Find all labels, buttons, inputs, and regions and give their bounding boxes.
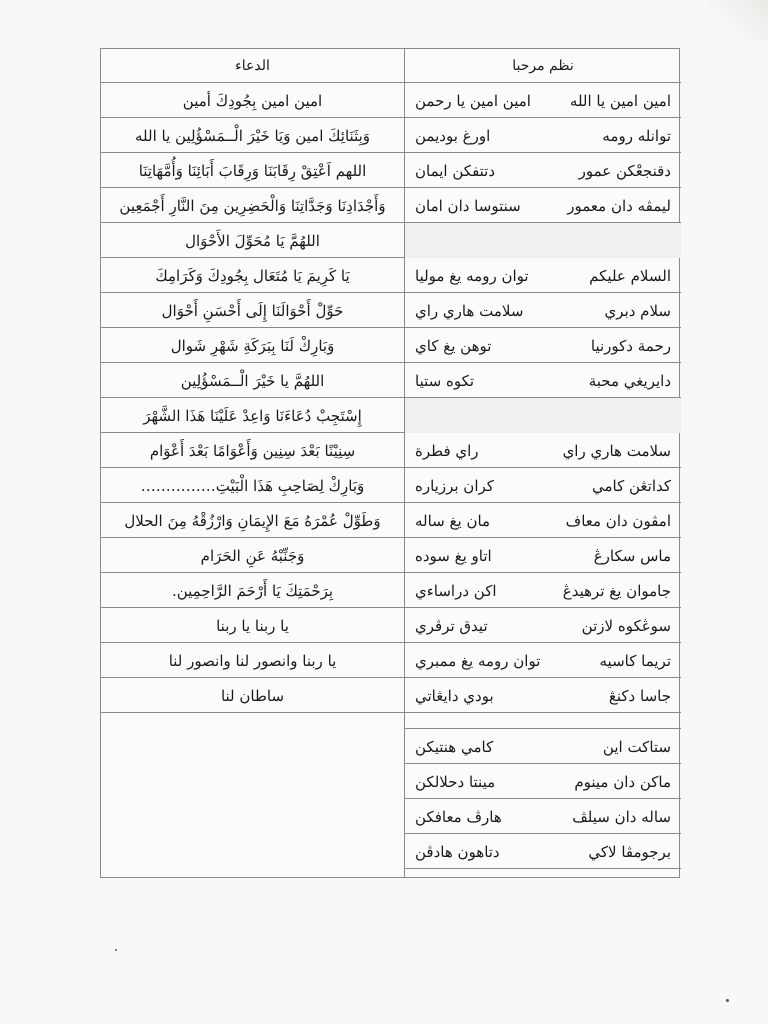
right-cell [405, 678, 681, 713]
doa-line: وَأَجْدَادِنَا وَجَدَّاتِنَا وَالْحَضِرِين مِنَ النَّارِ أَجْمَعِين [119, 196, 386, 215]
verse-part-b: اكن دراساءي [415, 581, 497, 600]
right-cell [405, 468, 681, 503]
left-cell [101, 223, 404, 258]
right-cell [405, 258, 681, 293]
verse-part-b: اتاو يغ سوده [415, 546, 492, 565]
right-cell [405, 503, 681, 538]
left-cell [101, 643, 404, 678]
verse-part-a: دقنجعْكن عمور [578, 161, 671, 180]
verse-part-b: هارڤ معافكن [415, 807, 502, 826]
left-cell [101, 468, 404, 503]
right-cell [405, 153, 681, 188]
verse-part-b: دتتفكن ايمان [415, 161, 496, 180]
doa-table [100, 48, 680, 878]
left-cell [101, 538, 404, 573]
left-cell [101, 188, 404, 223]
verse-part-b: توان رومه يغ ممبري [415, 651, 541, 670]
right-cell [405, 83, 681, 118]
header-left-label: الدعاء [235, 58, 270, 74]
doa-line: وَجَنِّبْهُ عَنِ الحَرَام [200, 546, 305, 565]
verse-part-b: كران برزياره [415, 476, 494, 495]
right-cell [405, 643, 681, 678]
doa-line: إِسْتَجِبْ دُعَاءَنَا وَاعِدْ عَلَيْنَا هَذَا الشَّهْرَ [143, 406, 362, 425]
verse-part-a: ليمڤه دان معمور [567, 196, 671, 215]
right-cell [405, 328, 681, 363]
verse-part-a: ساله دان سيلڤ [572, 807, 671, 826]
header-left-cell [101, 49, 404, 83]
left-cell [101, 363, 404, 398]
verse-part-a: جاموان يغ ترهيدڠ [562, 581, 671, 600]
doa-line: اللهم اَعْتِقْ رِقَابَنَا وَرِقَابَ أَبَائِنَا وَأُمَّهَاتِنَا [138, 161, 367, 180]
right-cell [405, 293, 681, 328]
doa-line: سِنِيْنًا بَعْدَ سِنِين وَأَعْوَامًا بَعْدَ أَعْوَام [149, 441, 356, 460]
verse-part-b: مان يغ ساله [415, 511, 491, 530]
header-right-label: نظم مرحبا [512, 58, 574, 74]
doa-line: يَا كَرِيمَ يَا مُتَعَال بِجُودِكَ وَكَرَامِكَ [155, 266, 350, 285]
left-cell [101, 153, 404, 188]
left-cell [101, 398, 404, 433]
doa-line: وَطَوِّلْ عُمْرَهُ مَعَ الإِيمَانِ وَارْزُقْهُ مِنَ الحلال [124, 511, 381, 530]
left-cell [101, 608, 404, 643]
verse-part-a: كداتڠن كامي [591, 476, 671, 495]
left-cell [101, 433, 404, 468]
verse-part-b: مينتا دحلالكن [415, 772, 496, 791]
left-cell [101, 83, 404, 118]
doa-line: اللهُمَّ يا خَيْرَ الْــمَسْؤُلِين [180, 371, 325, 390]
verse-part-a: برجومڤا لاكي [588, 842, 671, 861]
left-cell [101, 118, 404, 153]
verse-part-b: تكوه ستيا [415, 371, 475, 390]
right-cell [405, 223, 681, 258]
verse-part-a: السلام عليكم [589, 266, 671, 285]
right-cell [405, 834, 681, 869]
doa-line: امين امين بِجُودِكَ أمين [182, 91, 323, 110]
verse-part-b: سنتوسا دان امان [415, 196, 521, 215]
verse-part-a: سوڠكوه لازتن [581, 616, 671, 635]
doa-line: يا ربنا وانصور لنا وانصور لنا [168, 651, 337, 670]
left-cell [101, 503, 404, 538]
left-cell [101, 258, 404, 293]
spacer-row [405, 713, 681, 729]
verse-part-a: توانله رومه [602, 126, 671, 145]
doa-line: وَبَارِكْ لَنَا بِبَرَكَةِ شَهْرِ شَوال [170, 336, 335, 355]
verse-part-b: راي فطرة [415, 441, 479, 460]
doa-line: بِرَحْمَتِكَ يَا أَرْحَمَ الرَّاحِمِين. [171, 581, 334, 600]
right-cell [405, 538, 681, 573]
verse-part-a: تريما كاسيه [599, 651, 671, 670]
verse-part-a: ستاكت اين [602, 737, 671, 756]
doa-line: يا ربنا يا ربنا [216, 616, 289, 635]
verse-part-a: امين امين يا الله [569, 91, 671, 110]
right-cell [405, 363, 681, 398]
verse-part-a: دايريغي محبة [588, 371, 671, 390]
page-corner-shadow [708, 0, 768, 40]
verse-part-b: توان رومه يغ موليا [415, 266, 529, 285]
doa-line: ساطان لنا [220, 686, 285, 705]
verse-part-b: دتاهون هادڤن [415, 842, 500, 861]
right-cell [405, 118, 681, 153]
verse-part-a: جاسا دكنڠ [608, 686, 671, 705]
verse-part-a: ماس سكارڠ [593, 546, 671, 565]
verse-part-a: رحمة دكورنيا [590, 336, 671, 355]
doa-line: وَبَارِكْ لِصَاحِبِ هَذَا الْبَيْتِ…………… [140, 476, 365, 495]
doa-line: وَبِثَنَائِكَ امين وَيَا خَيْرَ الْــمَسْؤُلِين يا الله [135, 126, 371, 145]
verse-part-a: امڤون دان معاف [565, 511, 671, 530]
right-cell [405, 433, 681, 468]
header-right-cell [405, 49, 681, 83]
left-cell [101, 328, 404, 363]
verse-part-a: سلام دبري [604, 301, 671, 320]
verse-part-a: ماكن دان مينوم [574, 772, 671, 791]
right-cell [405, 573, 681, 608]
left-cell [101, 678, 404, 713]
right-cell [405, 398, 681, 433]
right-cell [405, 799, 681, 834]
verse-part-b: كامي هنتيكن [415, 737, 494, 756]
scan-speck [115, 949, 117, 951]
verse-part-b: تيدق ترڤري [415, 616, 488, 635]
right-cell [405, 764, 681, 799]
verse-part-b: امين امين يا رحمن [415, 91, 531, 110]
verse-part-b: بودي دايڠاتي [415, 686, 494, 705]
right-cell [405, 608, 681, 643]
doa-line: اللهُمَّ يَا مُحَوِّلَ الأَحْوَال [185, 231, 320, 250]
verse-part-b: سلامت هاري راي [415, 301, 524, 320]
left-cell [101, 293, 404, 328]
scan-speck [726, 999, 729, 1002]
verse-part-b: توهن يغ كاي [415, 336, 492, 355]
doa-line: حَوِّلْ أَحْوَالَنَا إِلَى أَحْسَنِ أَحْوَال [161, 301, 344, 320]
verse-part-a: سلامت هاري راي [562, 441, 671, 460]
right-cell [405, 729, 681, 764]
verse-part-b: اورغ بوديمن [415, 126, 491, 145]
left-cell [101, 573, 404, 608]
right-cell [405, 188, 681, 223]
